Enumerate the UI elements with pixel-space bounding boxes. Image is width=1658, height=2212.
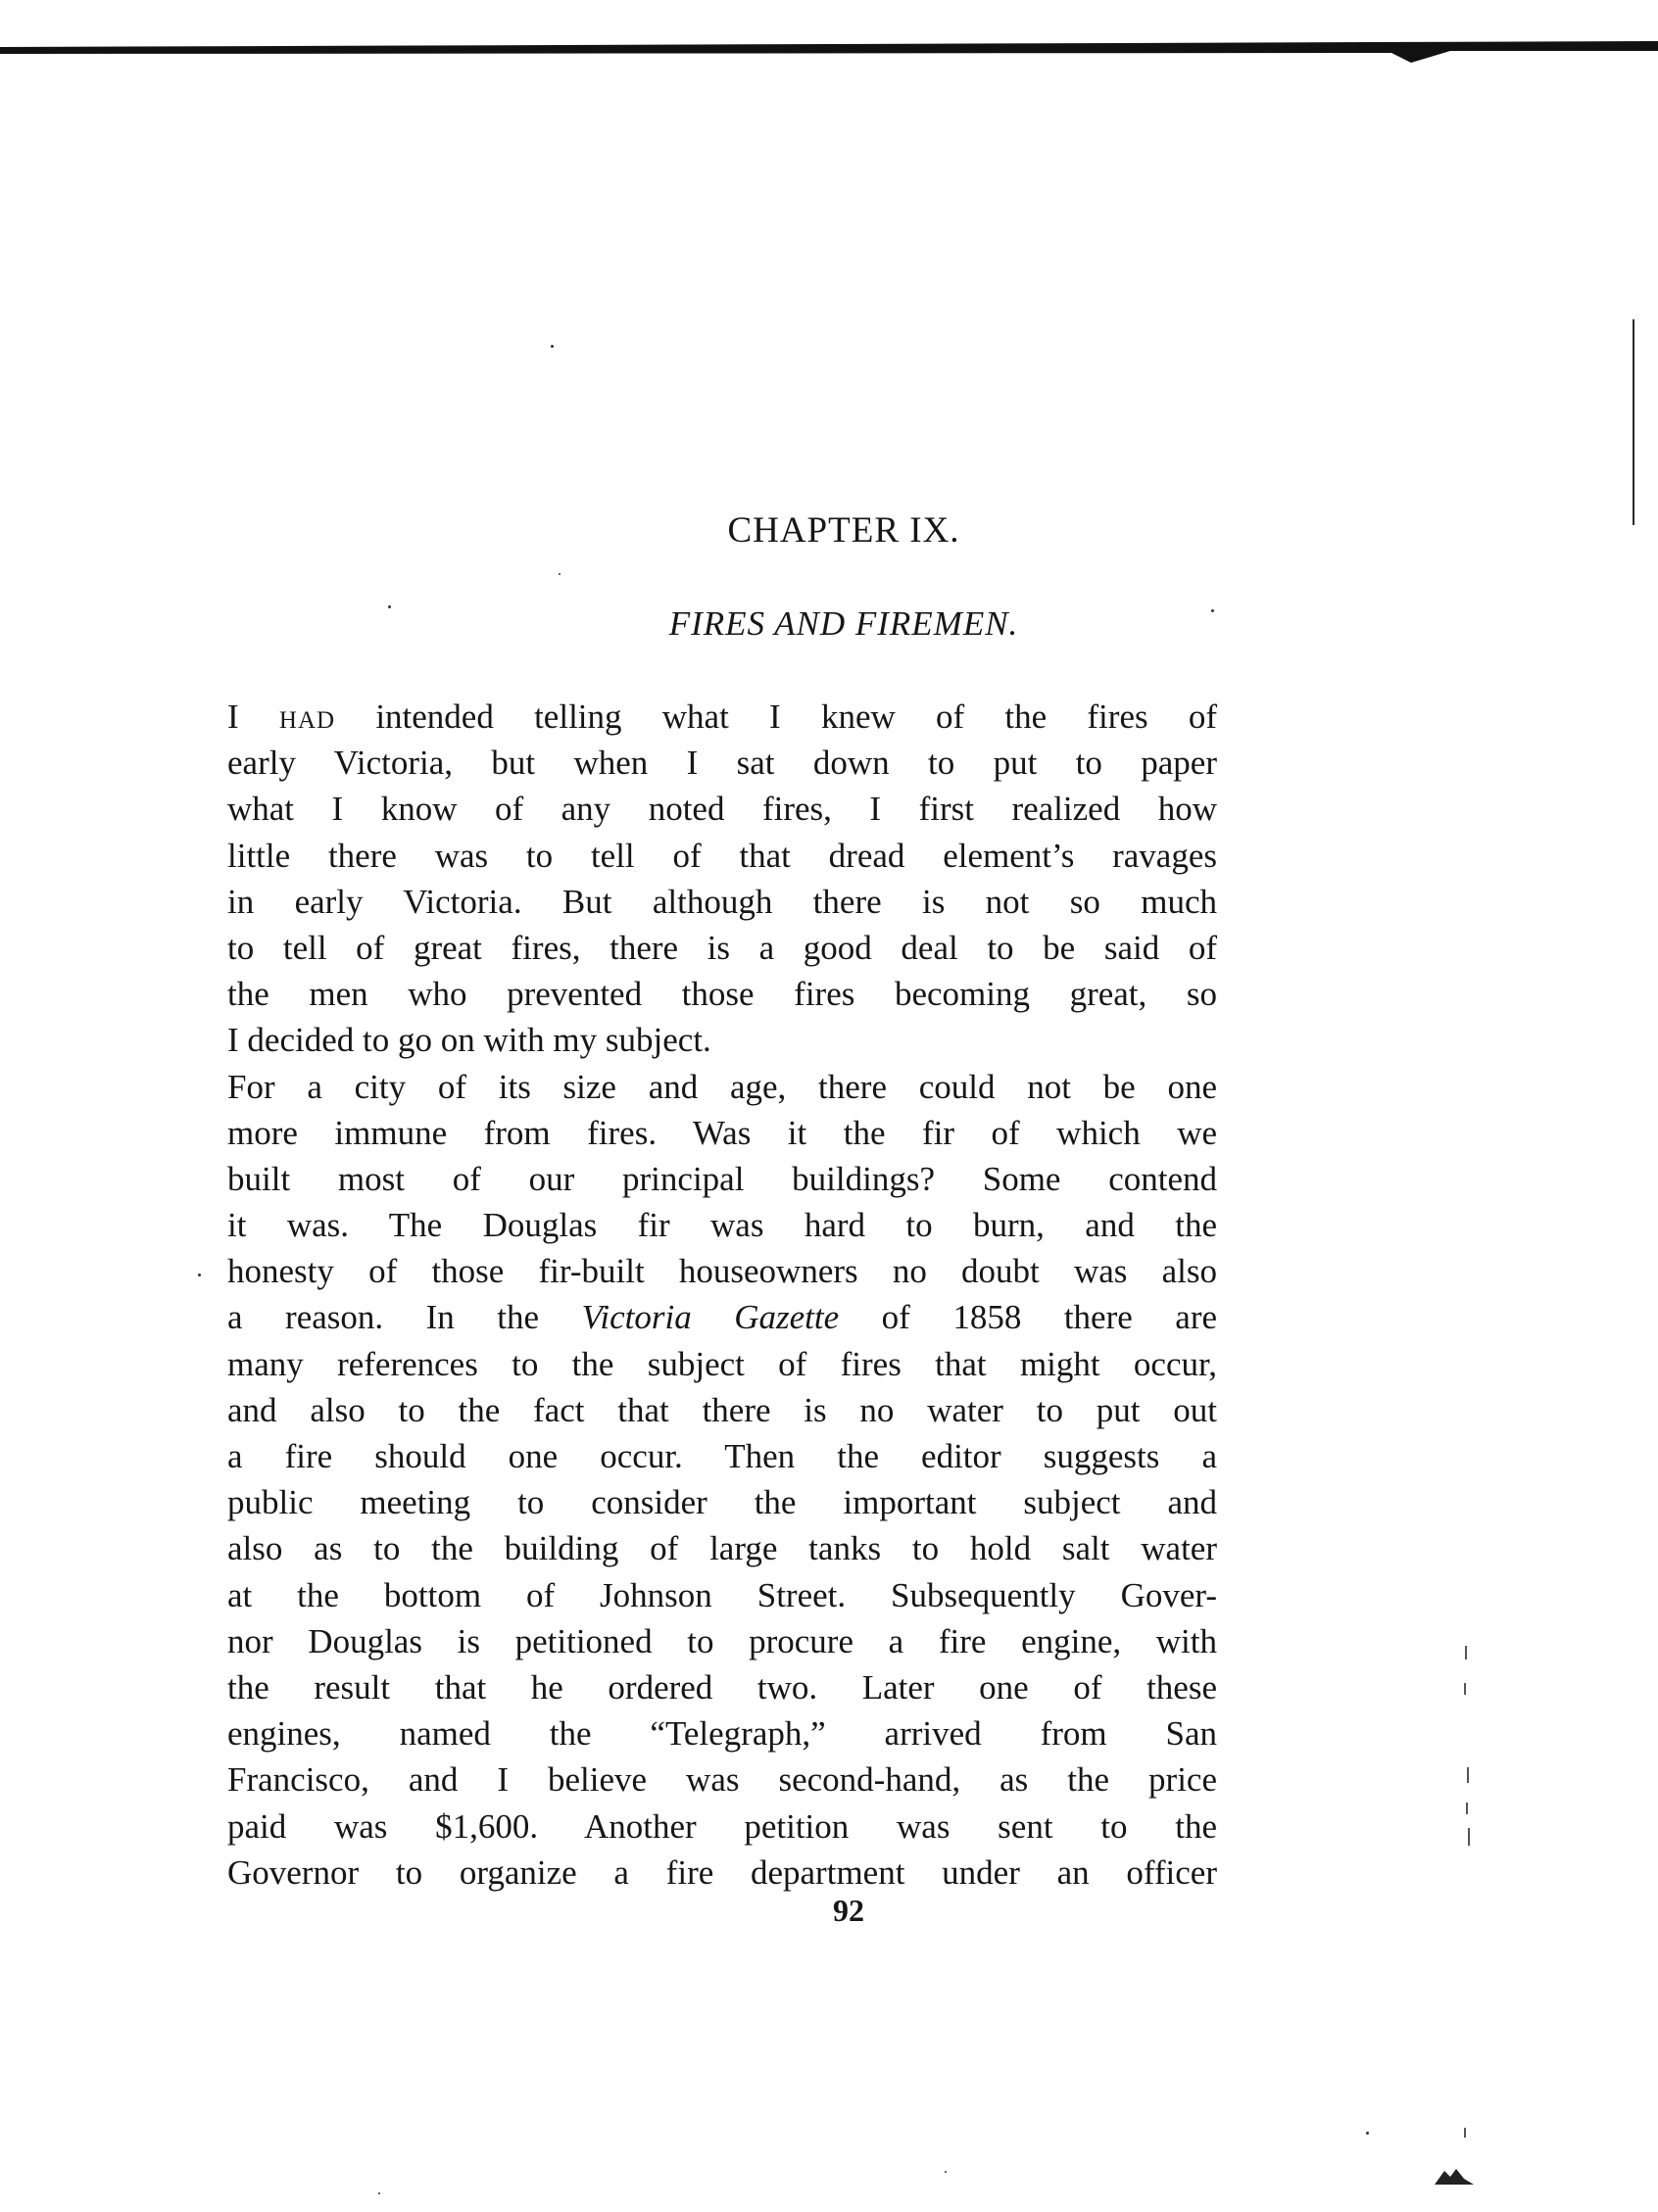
text-line-24: Francisco, and I believe was second-hand, as the price bbox=[227, 1760, 1217, 1800]
body-text bbox=[227, 694, 1217, 1896]
text-line-1-rest: intended telling what I knew of the fires of bbox=[335, 697, 1217, 736]
newspaper-title: Victoria Gazette bbox=[581, 1298, 840, 1337]
margin-mark bbox=[1465, 1646, 1467, 1659]
text-line-1-small-caps: had bbox=[278, 697, 336, 736]
text-line-16: and also to the fact that there is no water to put out bbox=[227, 1390, 1217, 1429]
text-line-20: at the bottom of Johnson Street. Subsequently Gover- bbox=[227, 1575, 1217, 1614]
scan-speck bbox=[1211, 609, 1214, 612]
text-line-14-before: a reason. In the bbox=[227, 1298, 582, 1337]
margin-mark bbox=[1464, 1683, 1466, 1695]
text-line-17: a fire should one occur. Then the editor suggests a bbox=[227, 1437, 1217, 1475]
text-line-9: For a city of its size and age, there could not be one bbox=[227, 1067, 1217, 1106]
text-line-15: many references to the subject of fires that might occur, bbox=[227, 1344, 1217, 1383]
page-number: 92 bbox=[833, 1893, 864, 1928]
chapter-title: CHAPTER IX. bbox=[727, 510, 960, 551]
margin-mark bbox=[1468, 1828, 1470, 1846]
text-line-8: I decided to go on with my subject. bbox=[227, 1021, 711, 1060]
scan-speck bbox=[559, 573, 561, 575]
text-line-14 bbox=[227, 1294, 1217, 1340]
text-line-18: public meeting to consider the important subject and bbox=[227, 1483, 1217, 1522]
scan-speck bbox=[945, 2171, 947, 2173]
scan-speck bbox=[1366, 2132, 1369, 2135]
chapter-subtitle: FIRES AND FIREMEN. bbox=[668, 604, 1019, 643]
text-line-1-lead: I bbox=[227, 697, 279, 736]
text-line-11: built most of our principal buildings? Some contend bbox=[227, 1159, 1217, 1198]
text-line-14-after: of 1858 there are bbox=[839, 1298, 1218, 1337]
text-line-22: the result that he ordered two. Later one of these bbox=[227, 1667, 1217, 1707]
margin-mark bbox=[1466, 1803, 1468, 1814]
margin-mark bbox=[1467, 1767, 1469, 1783]
text-line-26: Governor to organize a fire department under an officer bbox=[227, 1852, 1217, 1892]
scan-speck bbox=[551, 345, 554, 348]
text-line-5: in early Victoria. But although there is not so much bbox=[227, 882, 1217, 921]
text-line-4: little there was to tell of that dread element’s ravages bbox=[227, 836, 1217, 875]
text-line-10: more immune from fires. Was it the fir of which we bbox=[227, 1113, 1217, 1152]
text-line-13: honesty of those fir-built houseowners no doubt was also bbox=[227, 1252, 1217, 1291]
text-line-3: what I know of any noted fires, I first realized how bbox=[227, 790, 1217, 829]
text-line-2: early Victoria, but when I sat down to put to paper bbox=[227, 744, 1217, 783]
text-line-12: it was. The Douglas fir was hard to burn, and the bbox=[227, 1206, 1217, 1245]
text-line-23: engines, named the “Telegraph,” arrived from San bbox=[227, 1714, 1217, 1754]
scan-speck bbox=[388, 605, 391, 608]
corner-mark bbox=[1435, 2167, 1474, 2185]
margin-mark bbox=[1464, 2128, 1466, 2138]
text-line-21: nor Douglas is petitioned to procure a fire engine, with bbox=[227, 1621, 1217, 1660]
text-line-1 bbox=[227, 694, 1217, 740]
text-line-19: also as to the building of large tanks to hold salt water bbox=[227, 1529, 1217, 1568]
page-edge-line bbox=[1633, 319, 1634, 525]
text-line-7: the men who prevented those fires becoming great, so bbox=[227, 975, 1217, 1014]
text-line-25: paid was $1,600. Another petition was sent to the bbox=[227, 1806, 1217, 1846]
text-line-6: to tell of great fires, there is a good deal to be said of bbox=[227, 928, 1217, 967]
top-edge-rule bbox=[0, 39, 1658, 65]
scan-speck bbox=[378, 2192, 380, 2194]
scan-speck bbox=[198, 1274, 201, 1276]
